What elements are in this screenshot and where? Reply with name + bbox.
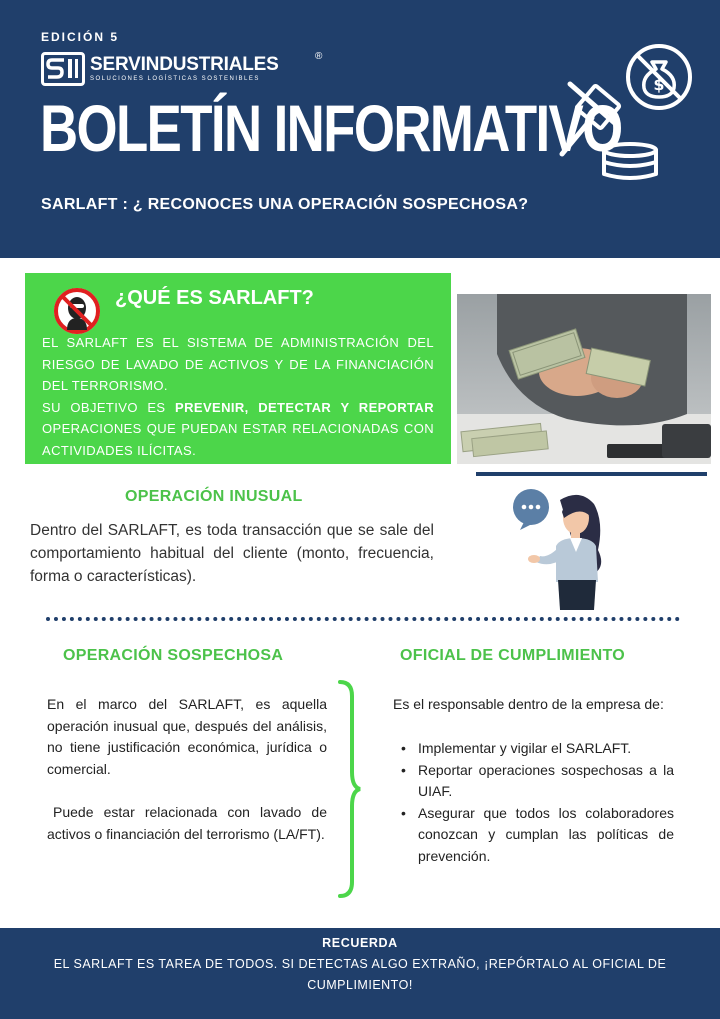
logo-mark-icon <box>41 52 85 86</box>
curly-brace-icon <box>334 680 364 898</box>
suspicious-operation-heading: OPERACIÓN SOSPECHOSA <box>63 647 284 664</box>
registered-mark: ® <box>315 51 323 62</box>
brand-name: SERVINDUSTRIALES <box>90 54 279 75</box>
what-is-sarlaft-title: ¿QUÉ ES SARLAFT? <box>115 287 314 309</box>
list-item: • Reportar operaciones sospechosas a la UIAF. <box>393 760 674 803</box>
objective-text-bold: PREVENIR, DETECTAR Y REPORTAR <box>175 399 434 415</box>
no-money-bag-icon <box>624 42 694 112</box>
footer-title: RECUERDA <box>322 936 398 950</box>
edition-label: EDICIÓN 5 <box>41 30 120 44</box>
footer-text: EL SARLAFT ES TAREA DE TODOS. SI DETECTAS ALGO EXTRAÑO, ¡REPÓRTALO AL OFICIAL DE CUMPLIMIENTO! <box>53 957 667 992</box>
unusual-operation-heading: OPERACIÓN INUSUAL <box>125 488 303 505</box>
list-item: • Asegurar que todos los colaboradores conozcan y cumplan las políticas de prevención. <box>393 803 674 868</box>
list-item: • Implementar y vigilar el SARLAFT. <box>393 738 674 760</box>
page-title: BOLETÍN INFORMATIVO <box>40 91 622 165</box>
company-logo <box>41 51 323 86</box>
woman-speaking-illustration <box>510 486 610 614</box>
objective-text-start: SU OBJETIVO ES <box>42 399 176 415</box>
section-divider-dotted <box>46 617 680 621</box>
compliance-officer-heading: OFICIAL DE CUMPLIMIENTO <box>400 647 625 664</box>
definition-text: EL SARLAFT ES EL SISTEMA DE ADMINISTRACIÓN DEL RIESGO DE LAVADO DE ACTIVOS Y DE LA FINANCIACIÓN DEL TERRORISMO. <box>42 335 434 393</box>
unusual-operation-text: Dentro del SARLAFT, es toda transacción que se sale del comportamiento habitual del cliente (monto, frecuencia, forma o características). <box>30 522 434 585</box>
what-is-sarlaft-text <box>42 332 434 461</box>
objective-text-end: OPERACIONES QUE PUEDAN ESTAR RELACIONADAS CON ACTIVIDADES ILÍCITAS. <box>42 421 434 458</box>
suspicious-operation-text-1: En el marco del SARLAFT, es aquella operación inusual que, después del análisis, no tiene justificación económica, jurídica o comercial. <box>47 696 327 777</box>
money-counting-photo <box>457 294 711 464</box>
svg-text:$: $ <box>653 75 665 94</box>
brand-tagline: SOLUCIONES LOGÍSTICAS SOSTENIBLES <box>90 76 260 82</box>
compliance-officer-intro: Es el responsable dentro de la empresa de: <box>393 696 664 712</box>
suspicious-operation-text-2: Puede estar relacionada con lavado de activos o financiación del terrorismo (LA/FT). <box>47 804 327 842</box>
page-subtitle: SARLAFT : ¿ RECONOCES UNA OPERACIÓN SOSPECHOSA? <box>41 196 529 213</box>
no-criminal-icon <box>52 286 102 336</box>
divider-line <box>476 472 707 476</box>
header-banner <box>0 0 720 258</box>
compliance-duties-list <box>393 738 674 867</box>
footer-banner <box>0 928 720 1019</box>
